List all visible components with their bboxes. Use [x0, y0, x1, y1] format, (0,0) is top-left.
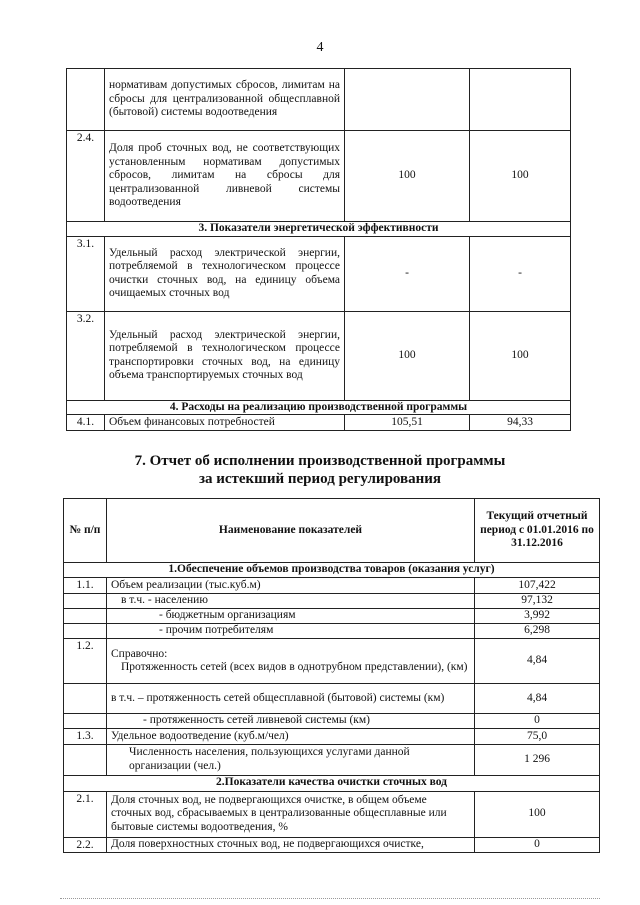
section-row	[67, 222, 571, 237]
table-row	[67, 236, 571, 311]
table-row	[64, 594, 600, 609]
row-number: 2.1.	[64, 791, 107, 837]
row-value-fact: 94,33	[470, 415, 571, 431]
row-value: 75,0	[475, 729, 600, 745]
row-description: Численность населения, пользующихся услугами данной организации (чел.)	[107, 744, 475, 775]
row-value: 107,422	[475, 578, 600, 594]
row-number	[64, 624, 107, 639]
row-number	[64, 684, 107, 714]
table-row	[64, 578, 600, 594]
table-row	[67, 69, 571, 131]
row-value-plan: 100	[345, 311, 470, 400]
row-number: 4.1.	[67, 415, 105, 431]
header-name: Наименование показателей	[107, 499, 475, 563]
row-value: 0	[475, 837, 600, 853]
table-row	[67, 415, 571, 431]
row-number: 1.3.	[64, 729, 107, 745]
indicators-table-continued	[66, 68, 571, 431]
table-row	[64, 609, 600, 624]
row-description: - протяженность сетей ливневой системы (км)	[107, 714, 475, 729]
row-description: в т.ч. - населению	[107, 594, 475, 609]
row-number: 1.1.	[64, 578, 107, 594]
row-value: 97,132	[475, 594, 600, 609]
row-description: Доля сточных вод, не подвергающихся очистке, в общем объеме сточных вод, сбрасываемых в централизованные общесплавные или бытовые системы водоотведения, %	[107, 791, 475, 837]
section-title: 4. Расходы на реализацию производственной программы	[67, 400, 571, 415]
row-description: Доля проб сточных вод, не соответствующих установленным нормативам допустимых сбросов, лимитам на сбросы для централизованной ливневой системы водоотведения	[105, 131, 345, 222]
row-description: Объем реализации (тыс.куб.м)	[107, 578, 475, 594]
row-number	[64, 609, 107, 624]
page-bottom-edge	[60, 898, 600, 899]
table-row	[67, 131, 571, 222]
row-number	[64, 594, 107, 609]
table-row	[64, 791, 600, 837]
row-value-plan: -	[345, 236, 470, 311]
table-row	[64, 714, 600, 729]
reference-label: Справочно:	[111, 647, 168, 660]
section-row	[64, 563, 600, 578]
row-description: - бюджетным организациям	[107, 609, 475, 624]
row-number: 3.2.	[67, 311, 105, 400]
header-number: № п/п	[64, 499, 107, 563]
row-number	[64, 744, 107, 775]
row-value: 3,992	[475, 609, 600, 624]
report-table	[63, 498, 600, 853]
heading-line: 7. Отчет об исполнении производственной программы	[134, 453, 506, 469]
table-row	[64, 624, 600, 639]
header-row	[64, 499, 600, 563]
row-value: 4,84	[475, 684, 600, 714]
row-number: 2.4.	[67, 131, 105, 222]
row-number: 3.1.	[67, 236, 105, 311]
row-value-plan	[345, 69, 470, 131]
row-value-fact: -	[470, 236, 571, 311]
section-title: 1.Обеспечение объемов производства товаров (оказания услуг)	[64, 563, 600, 578]
page-number: 4	[316, 40, 324, 55]
table-row	[64, 684, 600, 714]
row-number	[67, 69, 105, 131]
row-description: - прочим потребителям	[107, 624, 475, 639]
row-description: Удельное водоотведение (куб.м/чел)	[107, 729, 475, 745]
row-value: 100	[475, 791, 600, 837]
row-number: 2.2.	[64, 837, 107, 853]
section-row	[67, 400, 571, 415]
row-number: 1.2.	[64, 639, 107, 684]
table-row	[64, 729, 600, 745]
table-row	[64, 744, 600, 775]
table-row	[67, 311, 571, 400]
row-value-fact	[470, 69, 571, 131]
section-title: 3. Показатели энергетической эффективности	[67, 222, 571, 237]
row-value-plan: 105,51	[345, 415, 470, 431]
row-value-fact: 100	[470, 311, 571, 400]
section-title: 2.Показатели качества очистки сточных вод	[64, 775, 600, 791]
row-value-fact: 100	[470, 131, 571, 222]
row-value: 4,84	[475, 639, 600, 684]
row-description: в т.ч. – протяженность сетей общесплавной (бытовой) системы (км)	[107, 684, 475, 714]
table-row	[64, 639, 600, 684]
row-value-plan: 100	[345, 131, 470, 222]
table-row	[64, 837, 600, 853]
row-value: 0	[475, 714, 600, 729]
row-value: 1 296	[475, 744, 600, 775]
section-7-heading	[0, 452, 640, 488]
row-description	[107, 639, 475, 684]
row-number	[64, 714, 107, 729]
header-period: Текущий отчетный период с 01.01.2016 по 31.12.2016	[475, 499, 600, 563]
row-description: Объем финансовых потребностей	[105, 415, 345, 431]
row-description: нормативам допустимых сбросов, лимитам на сбросы для централизованной общесплавной (бытовой) системы водоотведения	[105, 69, 345, 131]
row-description: Удельный расход электрической энергии, потребляемой в технологическом процессе транспортировки сточных вод, на единицу объема транспортируемых сточных вод	[105, 311, 345, 400]
row-description: Доля поверхностных сточных вод, не подвергающихся очистке,	[107, 837, 475, 853]
heading-line: за истекший период регулирования	[198, 471, 442, 487]
row-description: Удельный расход электрической энергии, потребляемой в технологическом процессе очистки сточных вод, на единицу объема очищаемых сточных вод	[105, 236, 345, 311]
network-length-label: Протяженность сетей (всех видов в однотрубном представлении), (км)	[121, 661, 468, 673]
section-row	[64, 775, 600, 791]
row-value: 6,298	[475, 624, 600, 639]
